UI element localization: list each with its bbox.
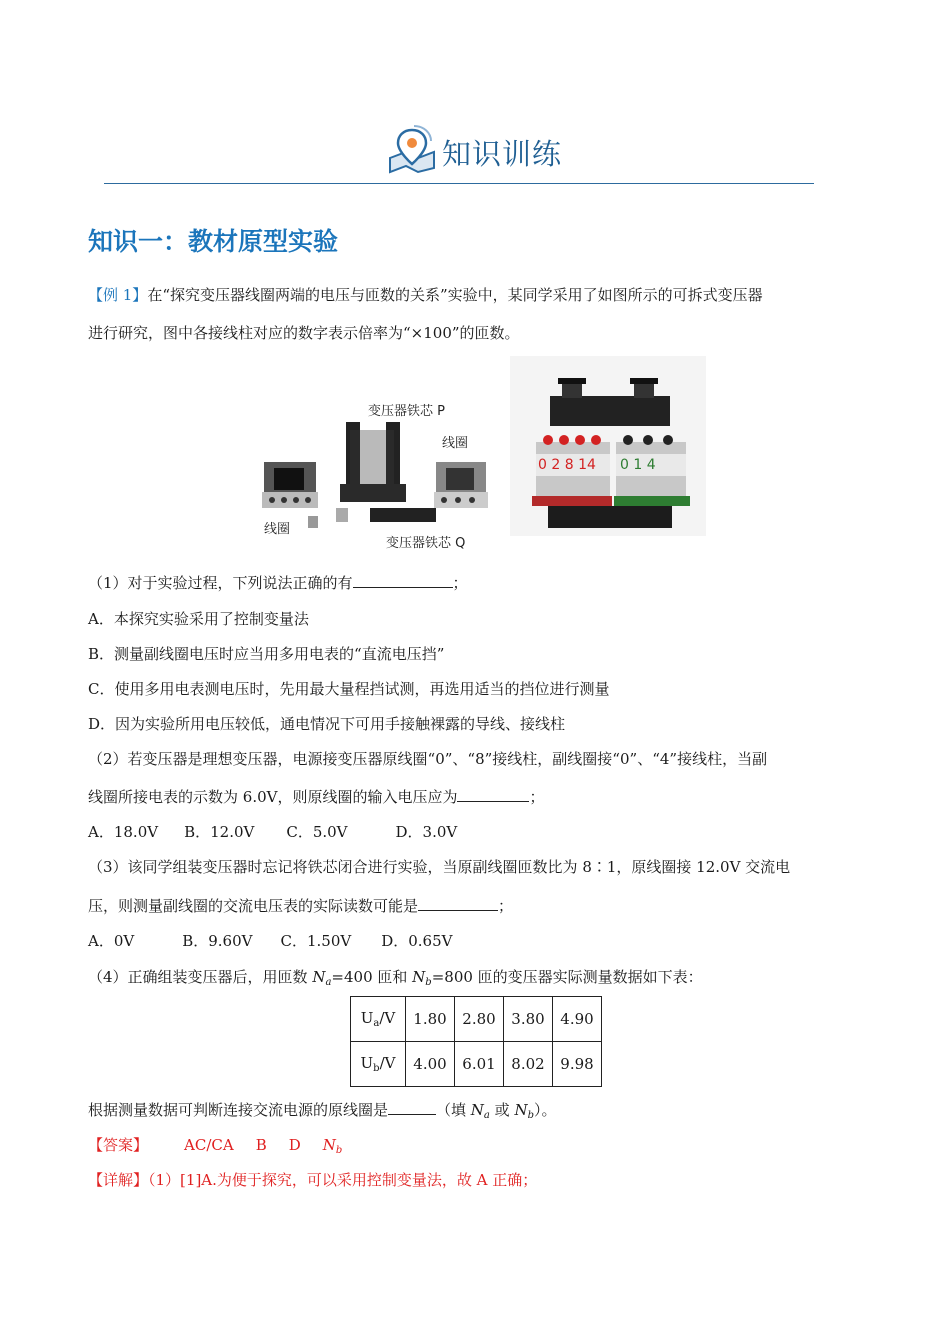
table-cell: 3.80 bbox=[504, 997, 553, 1042]
q4-conclusion-mid: （填 bbox=[436, 1101, 471, 1119]
table-cell: 2.80 bbox=[455, 997, 504, 1042]
example-line-1 bbox=[88, 284, 763, 306]
terminal-labels-left: 0 2 8 14 bbox=[538, 457, 596, 473]
q3-option-c: C．1.50V bbox=[280, 932, 352, 950]
transformer-parts-figure bbox=[250, 392, 500, 552]
q4-nb: N bbox=[412, 968, 426, 986]
example-tag: 【例 1】 bbox=[88, 286, 148, 304]
answer-4-sub: b bbox=[335, 1145, 343, 1156]
q4-post: =800 匝的变压器实际测量数据如下表： bbox=[431, 968, 703, 986]
q3-answer-blank[interactable] bbox=[418, 896, 498, 911]
q3-line-2-text: 压，则测量副线圈的交流电压表的实际读数可能是 bbox=[88, 897, 419, 915]
q1-option-c: C．使用多用电表测电压时，先用最大量程挡试测，再选用适当的挡位进行测量 bbox=[88, 680, 610, 698]
terminal-labels-right: 0 1 4 bbox=[620, 457, 656, 473]
q4-pre: （4）正确组装变压器后，用匝数 bbox=[88, 968, 313, 986]
q4-conclusion bbox=[88, 1099, 556, 1127]
q4-conclusion-nb: N bbox=[514, 1101, 528, 1119]
q2-line-1: （2）若变压器是理想变压器，电源接变压器原线圈“0”、“8”接线柱，副线圈接“0”、“4”接线柱，当副 bbox=[88, 750, 768, 768]
label-core-q: 变压器铁芯 Q bbox=[386, 536, 466, 551]
assembled-transformer-drawing bbox=[510, 356, 706, 536]
label-coil-right: 线圈 bbox=[442, 436, 469, 451]
table-cell: 9.98 bbox=[553, 1042, 602, 1087]
measurement-table bbox=[350, 996, 602, 1087]
q2-option-c: C．5.0V bbox=[286, 823, 348, 841]
q4-conclusion-or: 或 bbox=[489, 1101, 515, 1119]
q1-option-a: A．本探究实验采用了控制变量法 bbox=[88, 610, 309, 628]
q2-options bbox=[88, 821, 457, 843]
table-cell: 8.02 bbox=[504, 1042, 553, 1087]
q3-options bbox=[88, 930, 452, 952]
banner-title: 知识训练 bbox=[442, 137, 563, 171]
q4-stem bbox=[88, 966, 703, 994]
map-location-pin-icon bbox=[384, 124, 440, 174]
q2-line-2-text: 线圈所接电表的示数为 6.0V，则原线圈的输入电压应为 bbox=[88, 788, 458, 806]
table-cell: 6.01 bbox=[455, 1042, 504, 1087]
answer-2: B bbox=[255, 1136, 267, 1154]
q3-end: ； bbox=[498, 897, 514, 915]
q2-option-a: A．18.0V bbox=[88, 823, 159, 841]
section-banner bbox=[384, 124, 574, 174]
detail-text: （1）[1]A.为便于探究，可以采用控制变量法，故 A 正确； bbox=[148, 1171, 538, 1189]
answer-3: D bbox=[288, 1136, 301, 1154]
q2-answer-blank[interactable] bbox=[457, 787, 529, 802]
example-line-2: 进行研究，图中各接线柱对应的数字表示倍率为“×100”的匝数。 bbox=[88, 324, 520, 342]
table-cell: 1.80 bbox=[406, 997, 455, 1042]
table-cell: 4.90 bbox=[553, 997, 602, 1042]
q4-conclusion-na: N bbox=[470, 1101, 484, 1119]
label-core-p: 变压器铁芯 P bbox=[368, 404, 445, 419]
q1-answer-blank[interactable] bbox=[353, 573, 453, 588]
q2-line-2 bbox=[88, 786, 544, 808]
q2-option-d: D．3.0V bbox=[395, 823, 458, 841]
answer-tag: 【答案】 bbox=[88, 1136, 149, 1154]
label-coil-left: 线圈 bbox=[264, 522, 291, 537]
q3-option-a: A．0V bbox=[88, 932, 135, 950]
q1-option-b: B．测量副线圈电压时应当用多用电表的“直流电压挡” bbox=[88, 645, 445, 663]
q3-line-1: （3）该同学组装变压器时忘记将铁芯闭合进行实验，当原副线圈匝数比为 8∶1，原线圈接 12.0V 交流电 bbox=[88, 858, 791, 876]
q2-end: ； bbox=[529, 788, 545, 806]
q3-option-d: D．0.65V bbox=[381, 932, 453, 950]
q4-answer-blank[interactable] bbox=[388, 1100, 436, 1115]
table-row-label-ua: $U_a/V$ bbox=[351, 997, 406, 1042]
section-title: 知识一：教材原型实验 bbox=[88, 227, 339, 256]
q4-conclusion-na-sub: a bbox=[483, 1110, 490, 1121]
answer-4-n: N bbox=[322, 1136, 336, 1154]
q4-nb-sub: b bbox=[425, 977, 432, 988]
assembled-transformer-photo bbox=[510, 356, 706, 536]
answer-line bbox=[88, 1134, 342, 1162]
q4-conclusion-post: ）。 bbox=[533, 1101, 557, 1119]
q4-na: N bbox=[312, 968, 326, 986]
q1-end: ； bbox=[452, 574, 468, 592]
table-row-label-ub: $U_b/V$ bbox=[351, 1042, 406, 1087]
header-divider bbox=[104, 183, 814, 184]
q4-mid: =400 匝和 bbox=[331, 968, 413, 986]
q4-conclusion-nb-sub: b bbox=[527, 1110, 534, 1121]
detail-tag: 【详解】 bbox=[88, 1171, 149, 1189]
q1-stem-text: （1）对于实验过程，下列说法正确的有 bbox=[88, 574, 353, 592]
table-row bbox=[351, 997, 602, 1042]
table-cell: 4.00 bbox=[406, 1042, 455, 1087]
q2-option-b: B．12.0V bbox=[184, 823, 255, 841]
q1-option-d: D．因为实验所用电压较低，通电情况下可用手接触裸露的导线、接线柱 bbox=[88, 715, 566, 733]
q3-line-2 bbox=[88, 895, 513, 917]
detail-line bbox=[88, 1169, 537, 1191]
answer-1: AC/CA bbox=[184, 1136, 234, 1154]
q3-option-b: B．9.60V bbox=[182, 932, 253, 950]
example-text-1: 在“探究变压器线圈两端的电压与匝数的关系”实验中，某同学采用了如图所示的可拆式变压器 bbox=[147, 286, 763, 304]
q4-na-sub: a bbox=[325, 977, 332, 988]
q1-stem bbox=[88, 572, 468, 594]
q4-conclusion-pre: 根据测量数据可判断连接交流电源的原线圈是 bbox=[88, 1101, 389, 1119]
table-row bbox=[351, 1042, 602, 1087]
